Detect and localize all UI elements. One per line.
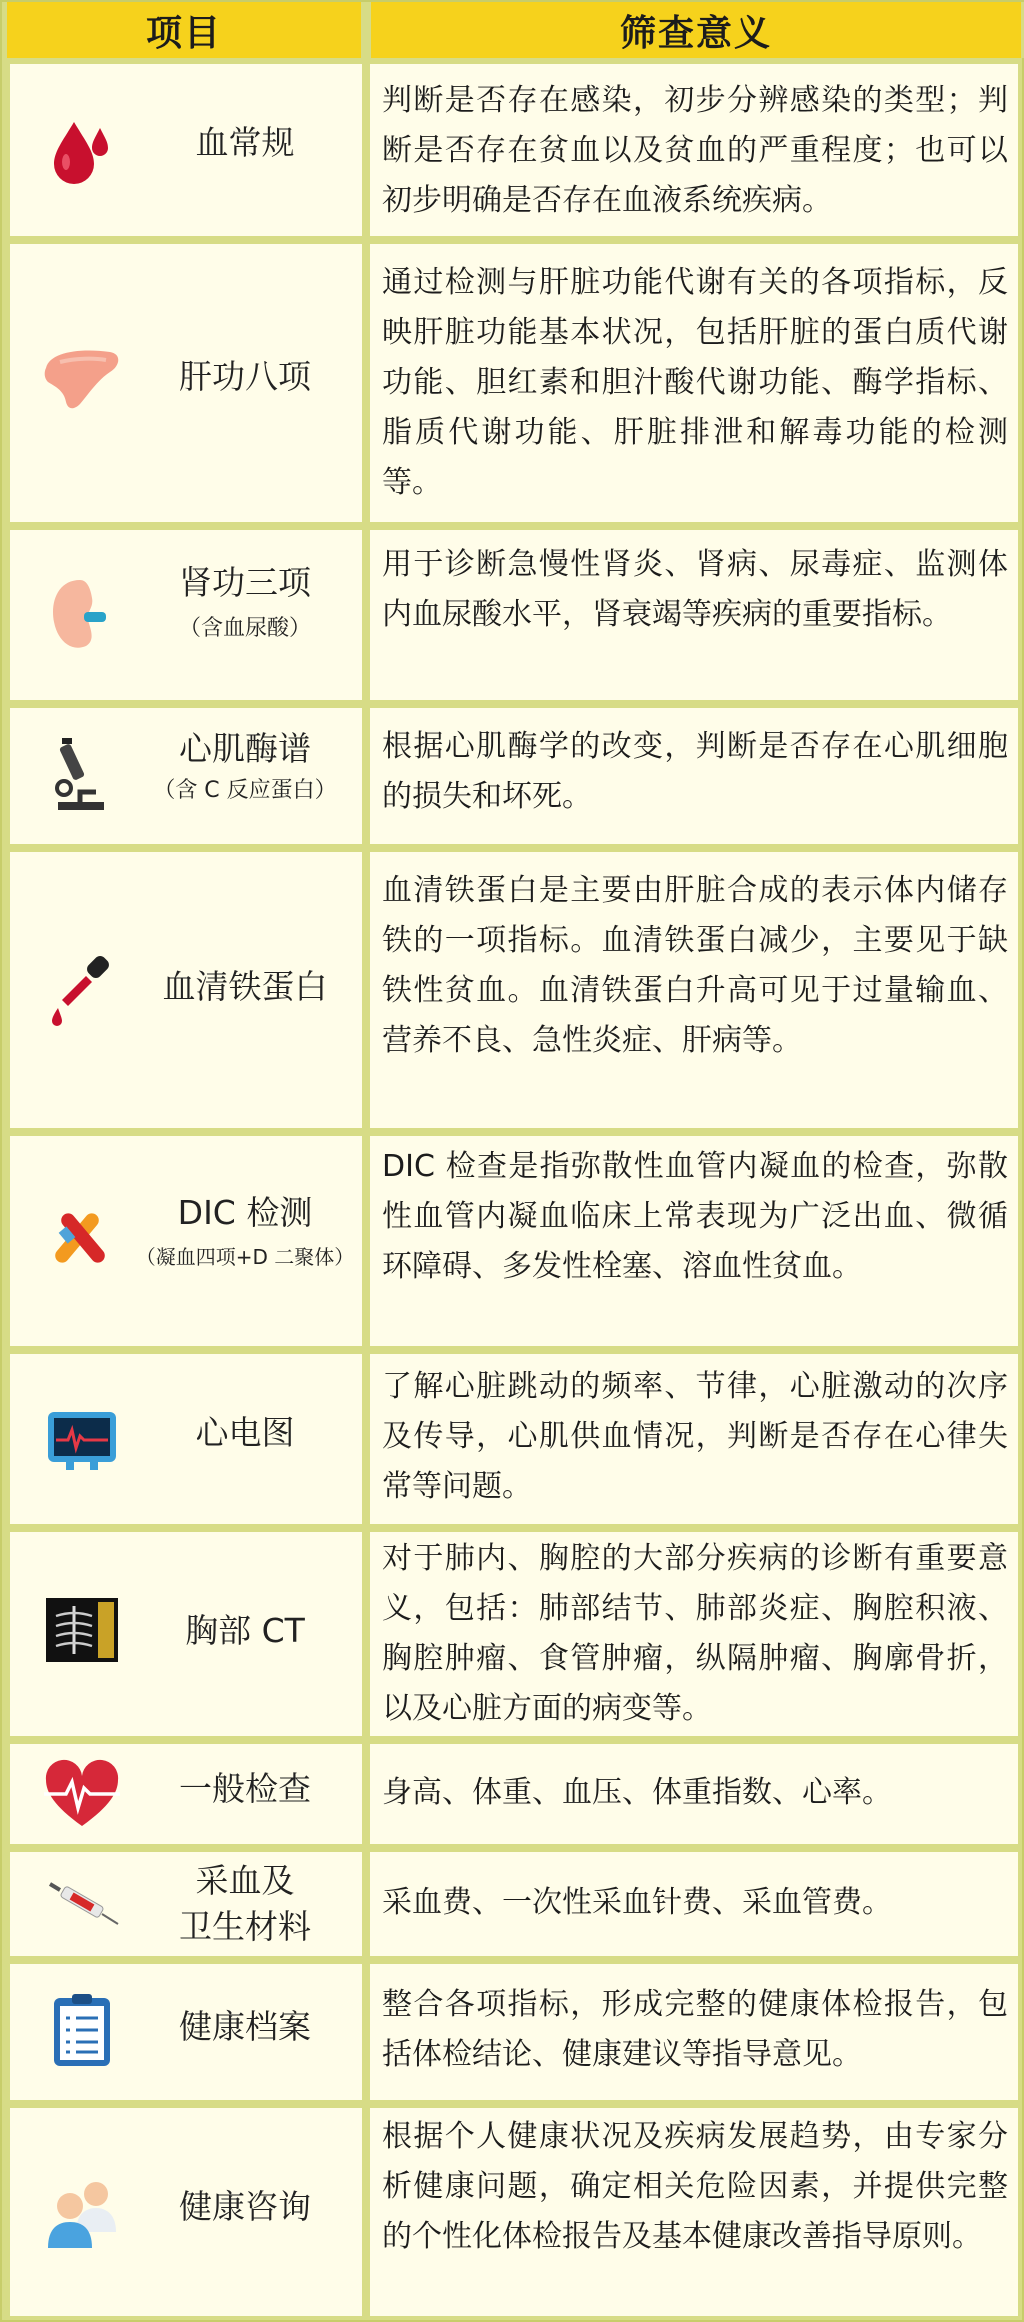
microscope-icon <box>40 732 124 816</box>
row-name: 心电图 <box>195 1413 295 1452</box>
row-desc-cell <box>370 64 1018 236</box>
row-item-cell <box>10 1136 362 1346</box>
row-desc-cell <box>370 1532 1018 1736</box>
row-name: 胸部 CT <box>185 1611 305 1650</box>
table-header <box>2 2 1024 62</box>
row-name: 血清铁蛋白 <box>162 967 328 1006</box>
row-name-text: DIC 检测 <box>177 1193 313 1232</box>
row-desc: 了解心脏跳动的频率、节律，心脏激动的次序及传导，心肌供血情况，判断是否存在心律失常等问题。 <box>382 1369 1008 1504</box>
row-desc-cell <box>370 1354 1018 1524</box>
doctor-consult-icon <box>40 2170 124 2254</box>
syringe-icon <box>40 1862 124 1946</box>
kidney-icon <box>40 572 124 656</box>
row-desc: 整合各项指标，形成完整的健康体检报告，包括体检结论、健康建议等指导意见。 <box>382 1987 1008 2072</box>
row-name <box>115 564 375 641</box>
row-name: 采血及 卫生材料 <box>179 1861 311 1946</box>
row-desc: 血清铁蛋白是主要由肝脏合成的表示体内储存铁的一项指标。血清铁蛋白减少，主要见于缺铁性贫血。血清铁蛋白升高可见于过量输血、营养不良、急性炎症、肝病等。 <box>382 873 1008 1058</box>
row-sub: （含 C 反应蛋白） <box>153 777 337 803</box>
row-item-cell <box>10 1532 362 1736</box>
row-desc-cell <box>370 1136 1018 1346</box>
row-desc: 判断是否存在感染，初步分辨感染的类型；判断是否存在贫血以及贫血的严重程度；也可以初步明确是否存在血液系统疾病。 <box>382 83 1008 218</box>
row-desc: 根据心肌酶学的改变，判断是否存在心肌细胞的损失和坏死。 <box>382 729 1008 814</box>
row-desc: 根据个人健康状况及疾病发展趋势，由专家分析健康问题，确定相关危险因素，并提供完整的个性化体检报告及基本健康改善指导原则。 <box>382 2119 1008 2254</box>
row-name: 健康咨询 <box>179 2187 311 2226</box>
row-name: 肝功八项 <box>179 357 311 396</box>
row-name <box>115 1194 375 1269</box>
row-item-cell <box>10 1744 362 1844</box>
row-item-cell <box>10 852 362 1128</box>
header-significance: 筛查意义 <box>366 2 1024 58</box>
chest-xray-icon <box>40 1588 124 1672</box>
row-desc-cell <box>370 1852 1018 1956</box>
row-desc-cell <box>370 852 1018 1128</box>
row-item-cell <box>10 2108 362 2316</box>
heart-pulse-icon <box>40 1752 124 1836</box>
row-item-cell <box>10 1354 362 1524</box>
row-desc: 对于肺内、胸腔的大部分疾病的诊断有重要意义，包括：肺部结节、肺部炎症、胸腔积液、胸腔肿瘤、食管肿瘤，纵隔肿瘤、胸廓骨折，以及心脏方面的病变等。 <box>382 1541 1008 1726</box>
row-desc-cell <box>370 1744 1018 1844</box>
header-item: 项目 <box>2 2 366 58</box>
row-item-cell <box>10 1964 362 2100</box>
row-desc: 采血费、一次性采血针费、采血管费。 <box>382 1885 892 1920</box>
row-name <box>115 730 375 803</box>
row-desc-cell <box>370 1964 1018 2100</box>
row-desc: 身高、体重、血压、体重指数、心率。 <box>382 1775 892 1810</box>
row-name-text: 肾功三项 <box>179 563 311 602</box>
row-name: 健康档案 <box>179 2007 311 2046</box>
ecg-monitor-icon <box>40 1396 124 1480</box>
row-item-cell <box>10 530 362 700</box>
row-sub: （凝血四项+D 二聚体） <box>135 1244 355 1269</box>
clipboard-icon <box>40 1988 124 2072</box>
row-name-text: 心肌酶谱 <box>179 729 311 768</box>
row-desc: 用于诊断急慢性肾炎、肾病、尿毒症、监测体内血尿酸水平，肾衰竭等疾病的重要指标。 <box>382 547 1008 632</box>
blood-drop-icon <box>40 108 124 192</box>
row-desc: DIC 检查是指弥散性血管内凝血的检查，弥散性血管内凝血临床上常表现为广泛出血、微循环障碍、多发性栓塞、溶血性贫血。 <box>382 1149 1008 1284</box>
dropper-icon <box>40 948 124 1032</box>
row-desc: 通过检测与肝脏功能代谢有关的各项指标，反映肝脏功能基本状况，包括肝脏的蛋白质代谢功能、胆红素和胆汁酸代谢功能、酶学指标、脂质代谢功能、肝脏排泄和解毒功能的检测等。 <box>382 265 1008 500</box>
row-sub: （含血尿酸） <box>178 615 311 641</box>
row-item-cell <box>10 1852 362 1956</box>
row-item-cell <box>10 244 362 522</box>
test-tubes-icon <box>40 1198 124 1282</box>
row-name: 一般检查 <box>179 1769 311 1808</box>
row-desc-cell <box>370 708 1018 844</box>
row-item-cell <box>10 708 362 844</box>
row-item-cell <box>10 64 362 236</box>
row-desc-cell <box>370 244 1018 522</box>
liver-icon <box>40 338 124 422</box>
row-desc-cell <box>370 530 1018 700</box>
row-desc-cell <box>370 2108 1018 2316</box>
row-name: 血常规 <box>195 123 295 162</box>
